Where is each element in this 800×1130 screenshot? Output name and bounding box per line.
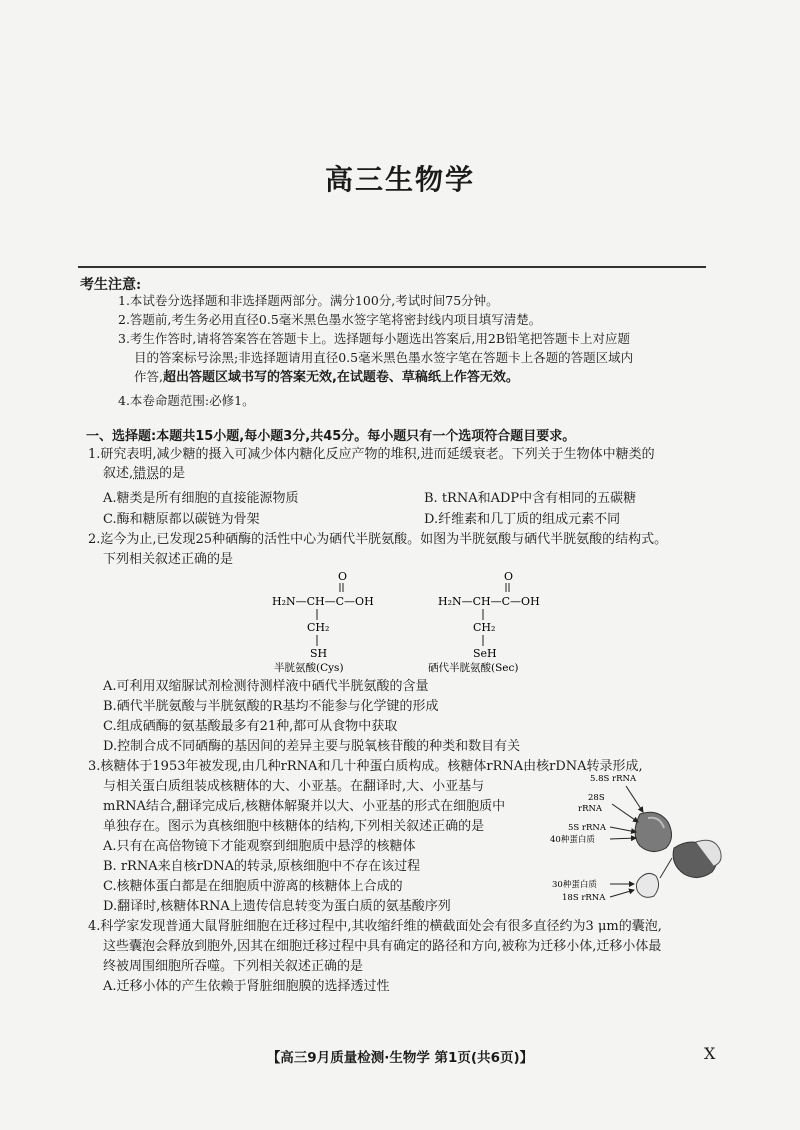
q1-stem-post: 的是	[159, 466, 186, 481]
section-heading: 一、选择题:本题共15小题,每小题3分,共45分。每小题只有一个选项符合题目要求。	[86, 429, 576, 444]
q3-stem: 3.核糖体于1953年被发现,由几种rRNA和几十种蛋白质构成。核糖体rRNA由核rDNA转录形成,	[88, 759, 643, 774]
q3-option-a: A.只有在高倍物镜下才能观察到细胞质中悬浮的核糖体	[103, 839, 416, 854]
notice-item-2: 2.答题前,考生务必用直径0.5毫米黑色墨水签字笔将密封线内项目填写清楚。	[118, 312, 542, 327]
q3-stem-c: mRNA结合,翻译完成后,核糖体解聚并以大、小亚基的形式在细胞质中	[103, 799, 506, 814]
cys-oxygen: O	[338, 570, 348, 583]
cys-r-group: SH	[310, 647, 328, 660]
q3-option-b: B. rRNA来自核rDNA的转录,原核细胞中不存在该过程	[103, 859, 421, 874]
label-40-proteins: 40种蛋白质	[550, 835, 595, 845]
sec-backbone: H₂N—CH—C—OH	[438, 595, 540, 608]
sec-r-group: SeH	[473, 647, 497, 660]
q1-option-d: D.纤维素和几丁质的组成元素不同	[424, 512, 621, 527]
notice-item-3-plain: 作答,	[134, 369, 163, 384]
q1-option-b: B. tRNA和ADP中含有相同的五碳糖	[424, 491, 637, 506]
q4-stem-b: 这些囊泡会释放到胞外,因其在细胞迁移过程中具有确定的路径和方向,被称为迁移小体,迁移小体最	[103, 939, 662, 954]
cysteine-structure	[272, 570, 374, 674]
sec-oxygen: O	[504, 570, 514, 583]
q1-stem-emphasis: 错误	[133, 466, 160, 481]
sec-caption: 硒代半胱氨酸(Sec)	[428, 662, 519, 674]
notice-item-4: 4.本卷命题范围:必修1。	[118, 393, 255, 408]
q1-stem-pre: 叙述,	[103, 466, 134, 481]
amino-acid-structures	[270, 570, 590, 675]
q1-option-a: A.糖类是所有细胞的直接能源物质	[103, 491, 299, 506]
notice-item-3: 3.考生作答时,请将答案答在答题卡上。选择题每小题选出答案后,用2B铅笔把答题卡上对应题	[118, 331, 631, 346]
selenocysteine-structure	[428, 570, 540, 674]
q1-stem-cont	[103, 464, 185, 483]
label-30-proteins: 30种蛋白质	[552, 880, 597, 890]
version-mark: X	[704, 1044, 716, 1063]
page-title: 高三生物学	[324, 163, 475, 196]
notice-item-1: 1.本试卷分选择题和非选择题两部分。满分100分,考试时间75分钟。	[118, 293, 499, 308]
ribosome-figure	[548, 770, 728, 910]
q4-stem: 4.科学家发现普通大鼠肾脏细胞在迁移过程中,其收缩纤维的横截面处会有很多直径约为3 μm的囊泡,	[88, 919, 662, 934]
q2-option-d: D.控制合成不同硒酶的基因间的差异主要与脱氧核苷酸的种类和数目有关	[103, 739, 521, 754]
q2-stem-cont: 下列相关叙述正确的是	[103, 552, 234, 567]
q4-option-a: A.迁移小体的产生依赖于肾脏细胞膜的选择透过性	[103, 979, 390, 994]
cys-backbone: H₂N—CH—C—OH	[272, 595, 374, 608]
small-subunit-icon	[636, 873, 658, 897]
q1-stem: 1.研究表明,减少糖的摄入可减少体内糖化反应产物的堆积,进而延缓衰老。下列关于生物体中糖类的	[88, 447, 655, 462]
q3-stem-d: 单独存在。图示为真核细胞中核糖体的结构,下列相关叙述正确的是	[103, 819, 485, 834]
q3-stem-b: 与相关蛋白质组装成核糖体的大、小亚基。在翻译时,大、小亚基与	[103, 779, 485, 794]
label-5s-rrna: 5S rRNA	[568, 823, 606, 833]
cys-caption: 半胱氨酸(Cys)	[274, 662, 344, 674]
cys-ch2: CH₂	[307, 621, 330, 634]
label-58s-rrna: 5.8S rRNA	[590, 774, 637, 784]
q2-option-b: B.硒代半胱氨酸与半胱氨酸的R基均不能参与化学键的形成	[103, 699, 439, 714]
notice-item-3-end	[134, 368, 734, 387]
q1-option-c: C.酶和糖原都以碳链为骨架	[103, 512, 260, 527]
q3-option-d: D.翻译时,核糖体RNA上遗传信息转变为蛋白质的氨基酸序列	[103, 899, 451, 914]
sec-ch2: CH₂	[473, 621, 496, 634]
label-28s-rrna: rRNA	[578, 804, 603, 814]
notice-heading: 考生注意:	[80, 277, 142, 293]
page-footer: 【高三9月质量检测·生物学 第1页(共6页)】	[266, 1050, 534, 1066]
q2-stem: 2.迄今为止,已发现25种硒酶的活性中心为硒代半胱氨酸。如图为半胱氨酸与硒代半胱氨酸的结构式。	[88, 532, 668, 547]
q3-option-c: C.核糖体蛋白都是在细胞质中游离的核糖体上合成的	[103, 879, 403, 894]
notice-item-3-emphasis: 超出答题区域书写的答案无效,在试题卷、草稿纸上作答无效。	[162, 370, 519, 385]
label-18s-rrna: 18S rRNA	[562, 893, 606, 903]
q4-stem-c: 终被周围细胞所吞噬。下列相关叙述正确的是	[103, 959, 364, 974]
label-28s: 28S	[588, 793, 605, 803]
q2-option-c: C.组成硒酶的氨基酸最多有21种,都可从食物中获取	[103, 719, 398, 734]
notice-item-3-cont: 目的答案标号涂黑;非选择题请用直径0.5毫米黑色墨水签字笔在答题卡上各题的答题区域内	[134, 350, 634, 365]
notice-divider	[78, 266, 706, 268]
q2-option-a: A.可利用双缩脲试剂检测待测样液中硒代半胱氨酸的含量	[103, 679, 429, 694]
